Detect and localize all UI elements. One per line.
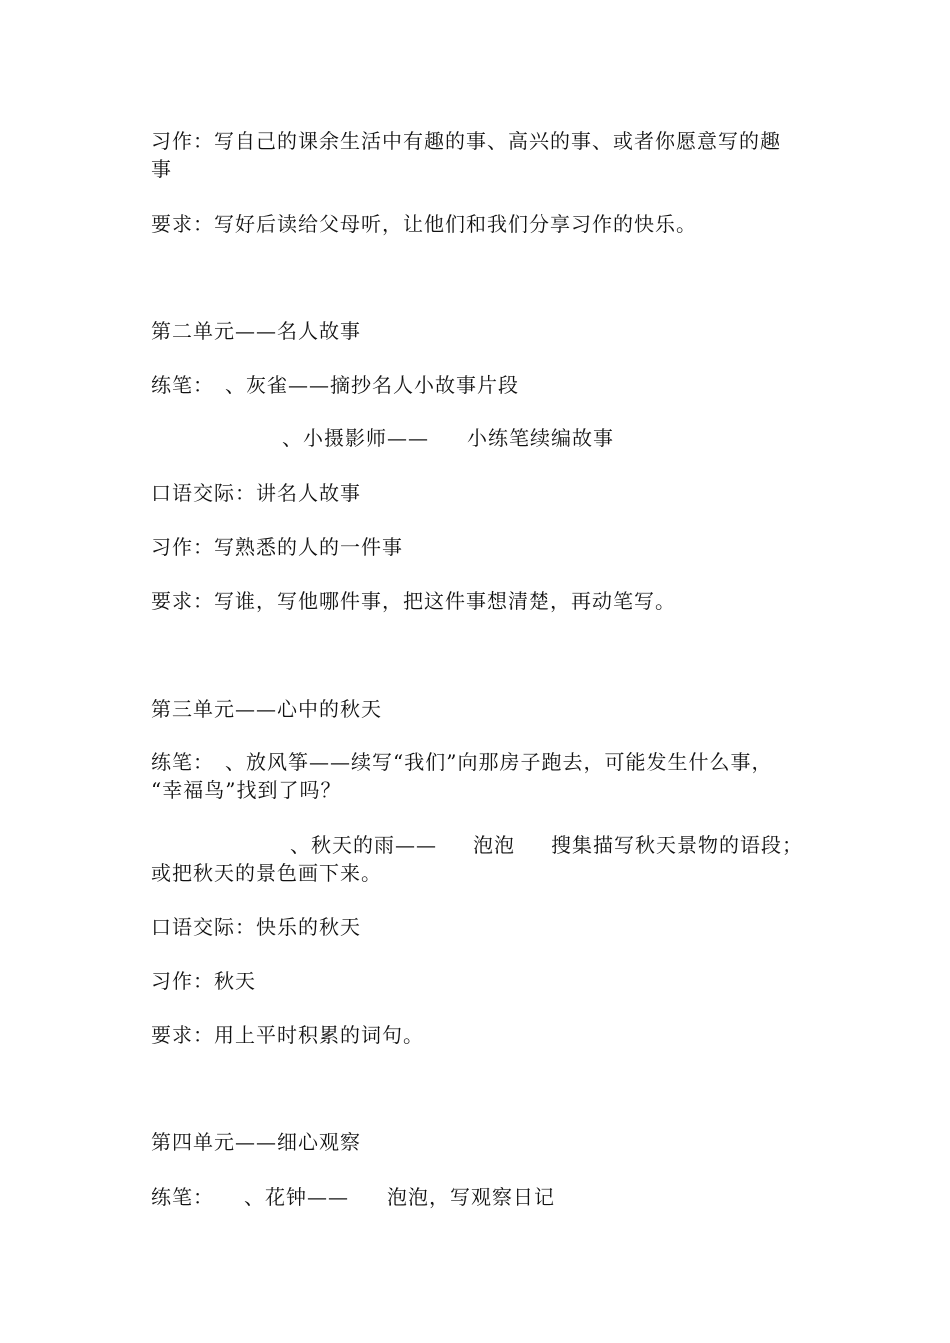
text-line: 要求：用上平时积累的词句。 [151,1023,424,1047]
section-heading: 第二单元——名人故事 [151,319,361,343]
text-line: 习作：写自己的课余生活中有趣的事、高兴的事、或者你愿意写的趣 [151,129,781,153]
text-fragment: 泡泡 [473,833,515,857]
section-heading: 第四单元——细心观察 [151,1130,361,1154]
text-line: 口语交际：快乐的秋天 [151,915,361,939]
text-line: 练笔： 、放风筝——续写“我们”向那房子跑去，可能发生什么事， [151,750,773,774]
text-fragment: 、秋天的雨—— [290,833,437,857]
text-line: 习作：秋天 [151,969,256,993]
text-line [151,831,803,859]
text-line: 习作：写熟悉的人的一件事 [151,535,403,559]
text-fragment: 泡泡，写观察日记 [387,1185,555,1209]
text-line: 要求：写好后读给父母听，让他们和我们分享习作的快乐。 [151,212,697,236]
text-line: “幸福鸟”找到了吗？ [151,778,342,802]
text-line: 口语交际：讲名人故事 [151,481,361,505]
text-line: 或把秋天的景色画下来。 [151,861,382,885]
text-fragment: 小练笔续编故事 [467,426,614,450]
text-line [151,424,614,452]
text-fragment: 搜集描写秋天景物的语段； [551,833,803,857]
text-line: 要求：写谁，写他哪件事，把这件事想清楚，再动笔写。 [151,589,676,613]
text-fragment: 、小摄影师—— [282,426,429,450]
section-heading: 第三单元——心中的秋天 [151,697,382,721]
text-line: 练笔： 、灰雀——摘抄名人小故事片段 [151,373,519,397]
text-fragment: 练笔： [151,1185,214,1209]
text-line: 事 [151,157,172,181]
text-line [151,1183,555,1211]
text-fragment: 、花钟—— [244,1185,349,1209]
